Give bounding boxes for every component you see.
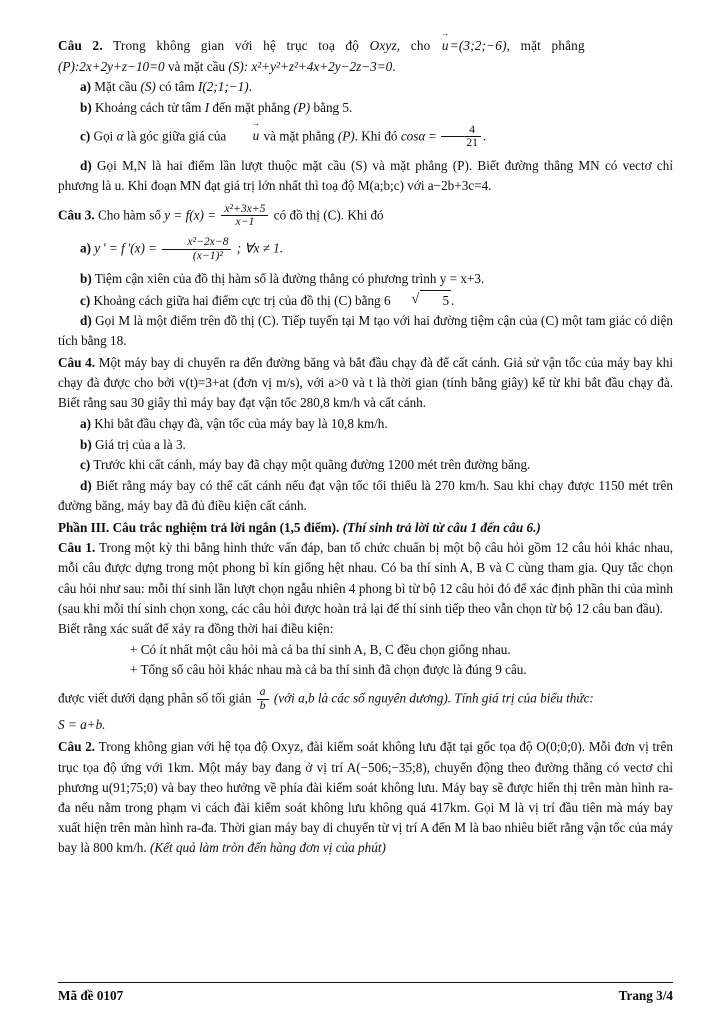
- question-label: Câu 4.: [58, 355, 96, 371]
- item-a: [58, 77, 673, 97]
- question-note: (Kết quả làm tròn đến hàng đơn vị của phút): [149, 839, 386, 855]
- stem-text-2: , cho: [396, 38, 431, 53]
- function-fraction: [221, 203, 268, 229]
- item-key: d): [80, 313, 92, 329]
- footer-divider: [58, 982, 673, 983]
- item-text-pre: Khoảng cách giữa hai điểm cực trị của đồ thị (C) bằng 6: [93, 292, 391, 308]
- item-text: Trước khi cất cánh, máy bay đã chạy một quãng đường 1200 mét trên đường băng.: [93, 457, 531, 473]
- item-d: [58, 311, 673, 351]
- item-text-post: bằng 5.: [313, 99, 353, 115]
- section3-question-2: [58, 737, 673, 857]
- item-c: [58, 455, 673, 475]
- item-b: [58, 269, 673, 289]
- fraction-numerator: x²+3x+5: [224, 201, 266, 215]
- question-stem: [58, 353, 673, 413]
- question-label: Câu 2.: [58, 739, 96, 755]
- fraction-numerator: a: [259, 685, 266, 699]
- item-key: a): [80, 416, 91, 431]
- tail-mid: (với a,b là các số nguyên dương). Tính giá trị của biểu thức:: [273, 690, 594, 706]
- question-label: Câu 2.: [58, 38, 103, 53]
- footer-row: [58, 988, 673, 1004]
- fraction-denominator: 21: [441, 136, 481, 150]
- condition-bullet-1: + Có ít nhất một câu hỏi mà cả ba thí sinh A, B, C đều chọn giống nhau.: [130, 641, 511, 657]
- stem-period: .: [392, 58, 396, 74]
- section3-question-1: [58, 538, 673, 618]
- item-d: [58, 156, 673, 196]
- item-text: Tiệm cận xiên của đồ thị hàm số là đường thẳng có phương trình y = x+3.: [94, 271, 485, 287]
- item-key: c): [80, 128, 91, 144]
- item-a: [58, 414, 673, 434]
- question-stem: [58, 36, 673, 56]
- item-key: b): [80, 271, 92, 287]
- sphere-label: (S): [228, 58, 244, 74]
- plane-ref: (P): [337, 128, 355, 144]
- item-key: a): [80, 79, 91, 95]
- item-b: [58, 98, 673, 118]
- condition-bullet-2: + Tổng số câu hỏi khác nhau mà cả ba thí sinh đã chọn được là đúng 9 câu.: [130, 662, 527, 678]
- center-value: I(2;1;−1): [197, 79, 249, 95]
- item-text: Gọi M,N là hai điểm lần lượt thuộc mặt cầu (S) và mặt phẳng (P). Biết đường thẳng MN có vectơ chỉ phương là u. Khi đoạn MN đạt giá trị lớn nhất thì toạ độ M(a;b;c) với a−2b+3c=4.: [58, 157, 673, 193]
- question-cau2-top: [58, 36, 673, 196]
- vector-u-value: =(3;2;−6): [449, 38, 507, 53]
- item-key: c): [80, 292, 91, 308]
- fraction-a-b: [257, 686, 269, 712]
- exam-code: Mã đề 0107: [58, 988, 124, 1003]
- function-label: y = f(x) =: [164, 207, 217, 223]
- item-text-post: .: [451, 292, 455, 308]
- item-key: a): [80, 240, 91, 256]
- plane-equation: (P):2x+2y+z−10=0: [58, 58, 165, 74]
- question-label: Câu 3.: [58, 207, 95, 223]
- page-number: Trang 3/4: [618, 988, 673, 1003]
- fraction-denominator: (x−1)²: [162, 249, 231, 263]
- item-text-pre: Gọi: [93, 128, 114, 144]
- fraction-denominator: x−1: [221, 215, 268, 229]
- item-text-mid: là góc giữa giá của: [126, 128, 227, 144]
- section-title: Phần III. Câu trắc nghiệm trả lời ngắn (1,5 điểm).: [58, 519, 340, 535]
- item-key: d): [80, 157, 92, 173]
- item-key: b): [80, 99, 92, 115]
- vector-u-symbol: u →: [230, 126, 261, 146]
- question-stem: [58, 203, 673, 229]
- tail-pre: được viết dưới dạng phân số tối giản: [58, 690, 252, 706]
- page-footer: [0, 982, 725, 1024]
- item-c: [58, 124, 673, 150]
- question-stem-line2: [58, 57, 673, 77]
- item-c: [58, 290, 673, 311]
- derivative-tail: ; ∀x ≠ 1.: [236, 240, 284, 256]
- stem-text-3: , mặt phẳng: [506, 38, 585, 53]
- fraction-denominator: b: [257, 699, 269, 713]
- stem-tail: có đồ thị (C). Khi đó: [273, 207, 384, 223]
- question1-tail: [58, 686, 673, 712]
- item-text-pre: Mặt cầu: [94, 79, 138, 95]
- sphere-equation: : x²+y²+z²+4x+2y−2z−3=0: [243, 58, 393, 74]
- question-body: Trong một kỳ thi bằng hình thức vấn đáp, ban tổ chức chuẩn bị một bộ câu hỏi gồm 12 câu hỏi khác nhau, mỗi câu được dựng trong một phong bì kín giống hệt nhau. Có ba thí sinh A, B và C cùng tham gia. Quy tắc chọn câu hỏi như sau: mỗi thí sinh lần lượt chọn ngẫu nhiên 4 phong bì từ bộ 12 câu hỏi đó để xác định phần thi của mình (sau khi mỗi thí sinh chọn xong, các câu hỏi được hoàn trả lại để thí sinh tiếp theo vẫn chọn từ bộ 12 câu ban đầu).: [58, 540, 674, 616]
- item-key: c): [80, 457, 91, 473]
- question-cau4: [58, 353, 673, 516]
- cos-label: cosα: [400, 128, 426, 144]
- derivative-fraction: [162, 236, 231, 262]
- question-body: Trong không gian với hệ tọa độ Oxyz, đài kiểm soát không lưu đặt tại gốc tọa độ O(0;0;0). Mỗi đơn vị trên trục tọa độ ứng với 1km. Một máy bay đang ở vị trí A(−506;−35;8), chuyển động theo đường thẳng có vectơ chỉ phương u(91;75;0) và bay theo hướng về phía đài kiểm soát không lưu. Máy bay sẽ được hiển thị trên màn hình ra-đa nếu nằm trong phạm vi cách đài kiểm soát không lưu không quá 417km. Gọi M là vị trí đầu tiên mà máy bay xuất hiện trên màn hình ra-đa. Thời gian máy bay di chuyển từ vị trí A đến M là bao nhiêu biết rằng vận tốc của máy bay là 800 km/h.: [58, 739, 674, 855]
- section-part3: [58, 518, 673, 858]
- item-end: .: [482, 128, 487, 144]
- item-text-mid: có tâm: [159, 79, 195, 95]
- question-label: Câu 1.: [58, 540, 96, 556]
- item-text: Giá trị của a là 3.: [95, 436, 186, 452]
- sqrt-5: [391, 290, 455, 311]
- item-text-mid: đến mặt phẳng: [212, 99, 291, 115]
- item-text-post: . Khi đó: [354, 128, 398, 144]
- vector-u-symbol: u →: [441, 36, 450, 56]
- item-b: [58, 435, 673, 455]
- item-text: Biết rằng máy bay có thể cất cánh nếu đạt vận tốc tối thiểu là 270 km/h. Sau khi chạy được 1150 mét trên đường băng, máy bay đã đủ điều kiện cất cánh.: [58, 477, 673, 513]
- section-note: (Thí sinh trả lời từ câu 1 đến câu 6.): [342, 519, 541, 535]
- item-key: b): [80, 436, 92, 452]
- item-a: [58, 236, 673, 262]
- item-text-mid2: và mặt phẳng: [263, 128, 335, 144]
- condition-lead: Biết rằng xác suất để xảy ra đồng thời hai điều kiện:: [58, 621, 334, 637]
- center-symbol: I: [204, 99, 210, 115]
- sphere-ref: (S): [140, 79, 156, 95]
- equals-sign: =: [428, 128, 437, 144]
- coordinate-system: Oxyz: [369, 38, 397, 53]
- item-text: Gọi M là một điểm trên đồ thị (C). Tiếp tuyến tại M tạo với hai đường tiệm cận của (C) một tam giác có diện tích bằng 18.: [58, 313, 673, 349]
- alpha-symbol: α: [116, 128, 124, 144]
- item-text: Khi bắt đầu chạy đà, vận tốc của máy bay là 10,8 km/h.: [94, 416, 388, 431]
- question-cau3: [58, 203, 673, 351]
- fraction-numerator: x²−2x−8: [187, 235, 229, 248]
- item-text-post: .: [248, 79, 252, 95]
- fraction-numerator: 4: [469, 122, 476, 136]
- stem-text: Cho hàm số: [97, 207, 161, 223]
- item-text-pre: Khoảng cách từ tâm: [95, 99, 202, 115]
- item-d: [58, 476, 673, 516]
- plane-ref: (P): [293, 99, 311, 115]
- stem-text: Một máy bay di chuyển ra đến đường băng và bắt đầu chạy đà để cất cánh. Giả sử vận tốc của máy bay khi chạy đà được cho bởi v(t)=3+at (đơn vị m/s), với a>0 và t là thời gian (tính bằng giây) kể từ khi bắt đầu chạy đà. Biết rằng sau 30 giây thì máy bay đạt vận tốc 280,8 km/h và cất cánh.: [58, 355, 674, 411]
- stem-text-1: Trong không gian với hệ trục toạ độ: [113, 38, 360, 53]
- stem-text-4: và mặt cầu: [167, 58, 226, 74]
- sqrt-radicand: 5: [420, 290, 452, 311]
- question1-formula: S = a+b.: [58, 717, 106, 733]
- section-title-row: [58, 518, 673, 538]
- item-key: d): [80, 477, 92, 493]
- fraction-4-21: [441, 124, 481, 150]
- derivative-lead: y ' = f '(x) =: [94, 240, 158, 256]
